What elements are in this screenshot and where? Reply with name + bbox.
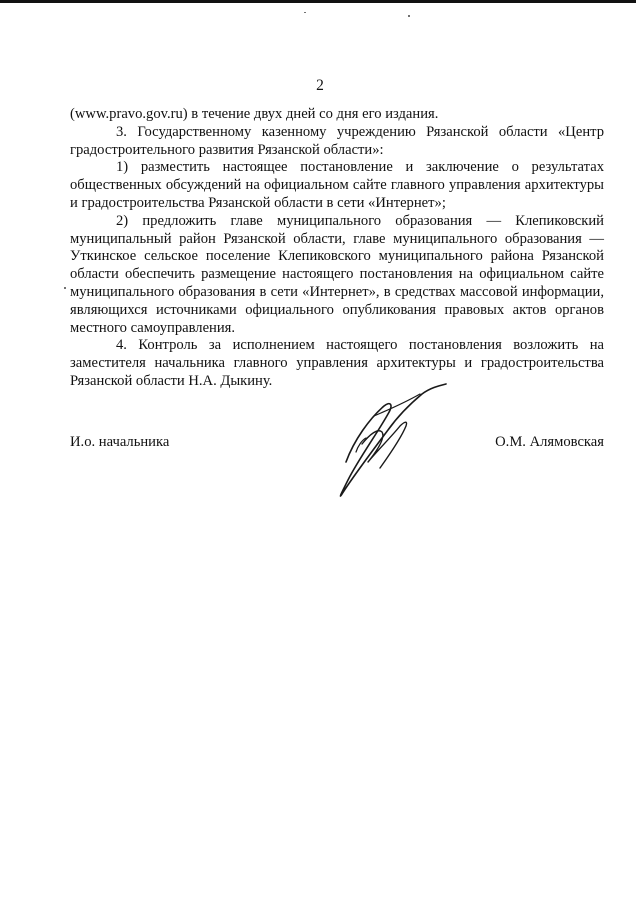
signatory-title: И.о. начальника xyxy=(70,434,170,450)
signatory-name: О.М. Алямовская xyxy=(495,434,604,450)
paragraph-subitem-2: 2) предложить главе муниципального образования — Клепиковский муниципальный район Рязанской области, главе муниципального образования — Уткинское сельское поселение Клепиковского муниципального района Рязанской области обеспечить размещение настоящего постановления на официальном сайте муниципального образования в сети «Интернет», в средствах массовой информации, являющихся источниками официального опубликования правовых актов органов местного самоуправления. xyxy=(70,212,604,336)
document-body xyxy=(70,106,604,391)
paragraph-continuation: (www.pravo.gov.ru) в течение двух дней со дня его издания. xyxy=(70,106,439,122)
paragraph-item-3: 3. Государственному казенному учреждению Рязанской области «Центр градостроительного развития Рязанской области»: xyxy=(70,123,604,158)
paragraph-item-4: 4. Контроль за исполнением настоящего постановления возложить на заместителя начальника главного управления архитектуры и градостроительства Рязанской области Н.А. Дыкину. xyxy=(70,337,604,389)
page-number: 2 xyxy=(316,77,324,94)
handwritten-signature xyxy=(318,382,458,504)
scan-speck xyxy=(304,12,306,13)
scan-speck xyxy=(64,287,66,289)
top-border-line xyxy=(0,0,636,3)
scan-speck xyxy=(408,15,410,17)
paragraph-subitem-1: 1) разместить настоящее постановление и заключение о результатах общественных обсуждений на официальном сайте главного управления архитектуры и градостроительства Рязанской области в сети «Интернет»; xyxy=(70,159,604,211)
